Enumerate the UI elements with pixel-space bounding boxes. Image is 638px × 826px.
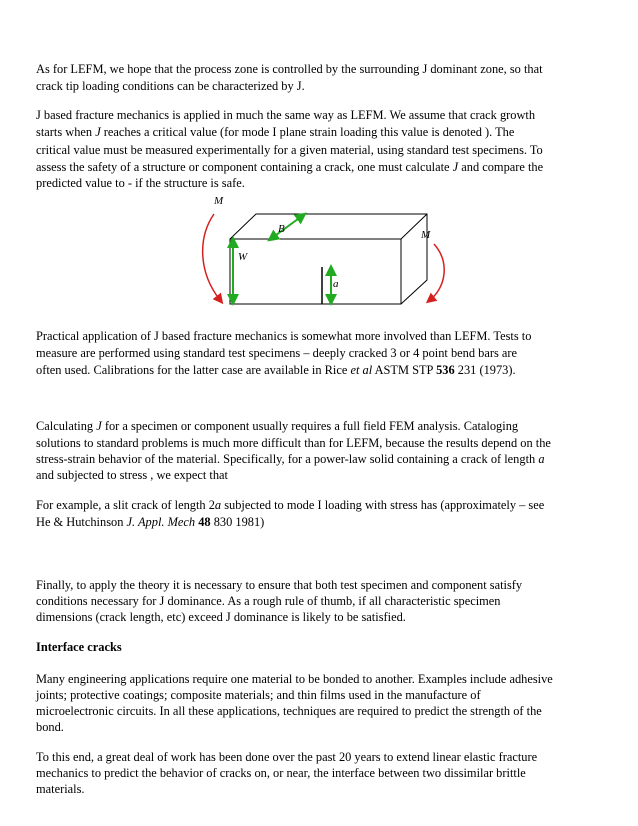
p2-line-5: predicted value to - if the structure is safe.: [36, 176, 245, 190]
b-dimension-arrow: [272, 216, 302, 238]
p7-line-2: joints; protective coatings; composite materials; and thin films used in the manufacture of: [36, 688, 481, 702]
p7-line-1: Many engineering applications require one material to be bonded to another. Examples include adhesive: [36, 672, 553, 686]
label-b: B: [278, 223, 285, 235]
label-w: W: [238, 251, 248, 263]
p2-line-1: J based fracture mechanics is applied in much the same way as LEFM. We assume that crack growth: [36, 108, 536, 122]
p3-line-3: often used. Calibrations for the latter case are available in Rice et al ASTM STP 536 231 (1973).: [36, 363, 516, 377]
p3-line-2: measure are performed using standard test specimens – deeply cracked 3 or 4 point bend bars are: [36, 346, 517, 360]
p7-line-4: bond.: [36, 720, 64, 734]
bend-specimen-figure: [196, 192, 456, 312]
label-m-right: M: [421, 229, 431, 241]
p5-line-2: He & Hutchinson J. Appl. Mech 48 830 1981): [36, 515, 265, 529]
p5-line-1: For example, a slit crack of length 2a subjected to mode I loading with stress has (approximately – see: [36, 498, 545, 512]
p7-line-3: microelectronic circuits. In all these applications, techniques are required to predict the strength of the: [36, 704, 542, 718]
p6-line-2: conditions necessary for J dominance. As a rough rule of thumb, if all characteristic specimen: [36, 594, 501, 608]
p2-line-4: assess the safety of a structure or component containing a crack, one must calculate J and compare the: [36, 160, 544, 174]
p1-line-1: As for LEFM, we hope that the process zone is controlled by the surrounding J dominant zone, so that: [36, 62, 543, 76]
p6-line-3: dimensions (crack length, etc) exceed J dominance is likely to be satisfied.: [36, 610, 406, 624]
p1-line-2: crack tip loading conditions can be characterized by J.: [36, 79, 305, 93]
p3-line-1: Practical application of J based fracture mechanics is somewhat more involved than LEFM. Tests to: [36, 329, 532, 343]
left-moment-arrow: [203, 214, 220, 300]
label-a: a: [333, 278, 339, 290]
section-heading-interface-cracks: Interface cracks: [36, 640, 122, 654]
p6-line-1: Finally, to apply the theory it is necessary to ensure that both test specimen and component satisfy: [36, 578, 523, 592]
p4-line-1: Calculating J for a specimen or component usually requires a full field FEM analysis. Cataloging: [36, 419, 519, 433]
p8-line-2: mechanics to predict the behavior of cracks on, or near, the interface between two dissimilar brittle: [36, 766, 526, 780]
p2-line-2: starts when J reaches a critical value (for mode I plane strain loading this value is denoted ). The: [36, 125, 515, 139]
specimen-box: [230, 214, 427, 304]
label-m-left: M: [214, 195, 224, 207]
p8-line-1: To this end, a great deal of work has been done over the past 20 years to extend linear elastic fracture: [36, 750, 538, 764]
p4-line-2: solutions to standard problems is much more difficult than for LEFM, because the results depend on the: [36, 436, 551, 450]
right-moment-arrow: [430, 244, 444, 300]
p2-line-3: critical value must be measured experimentally for a given material, using standard test specimens. To: [36, 143, 543, 157]
p4-line-3: stress-strain behavior of the material. Specifically, for a power-law solid containing a crack of length a: [36, 452, 545, 466]
p4-line-4: and subjected to stress , we expect that: [36, 468, 228, 482]
p8-line-3: materials.: [36, 782, 85, 796]
